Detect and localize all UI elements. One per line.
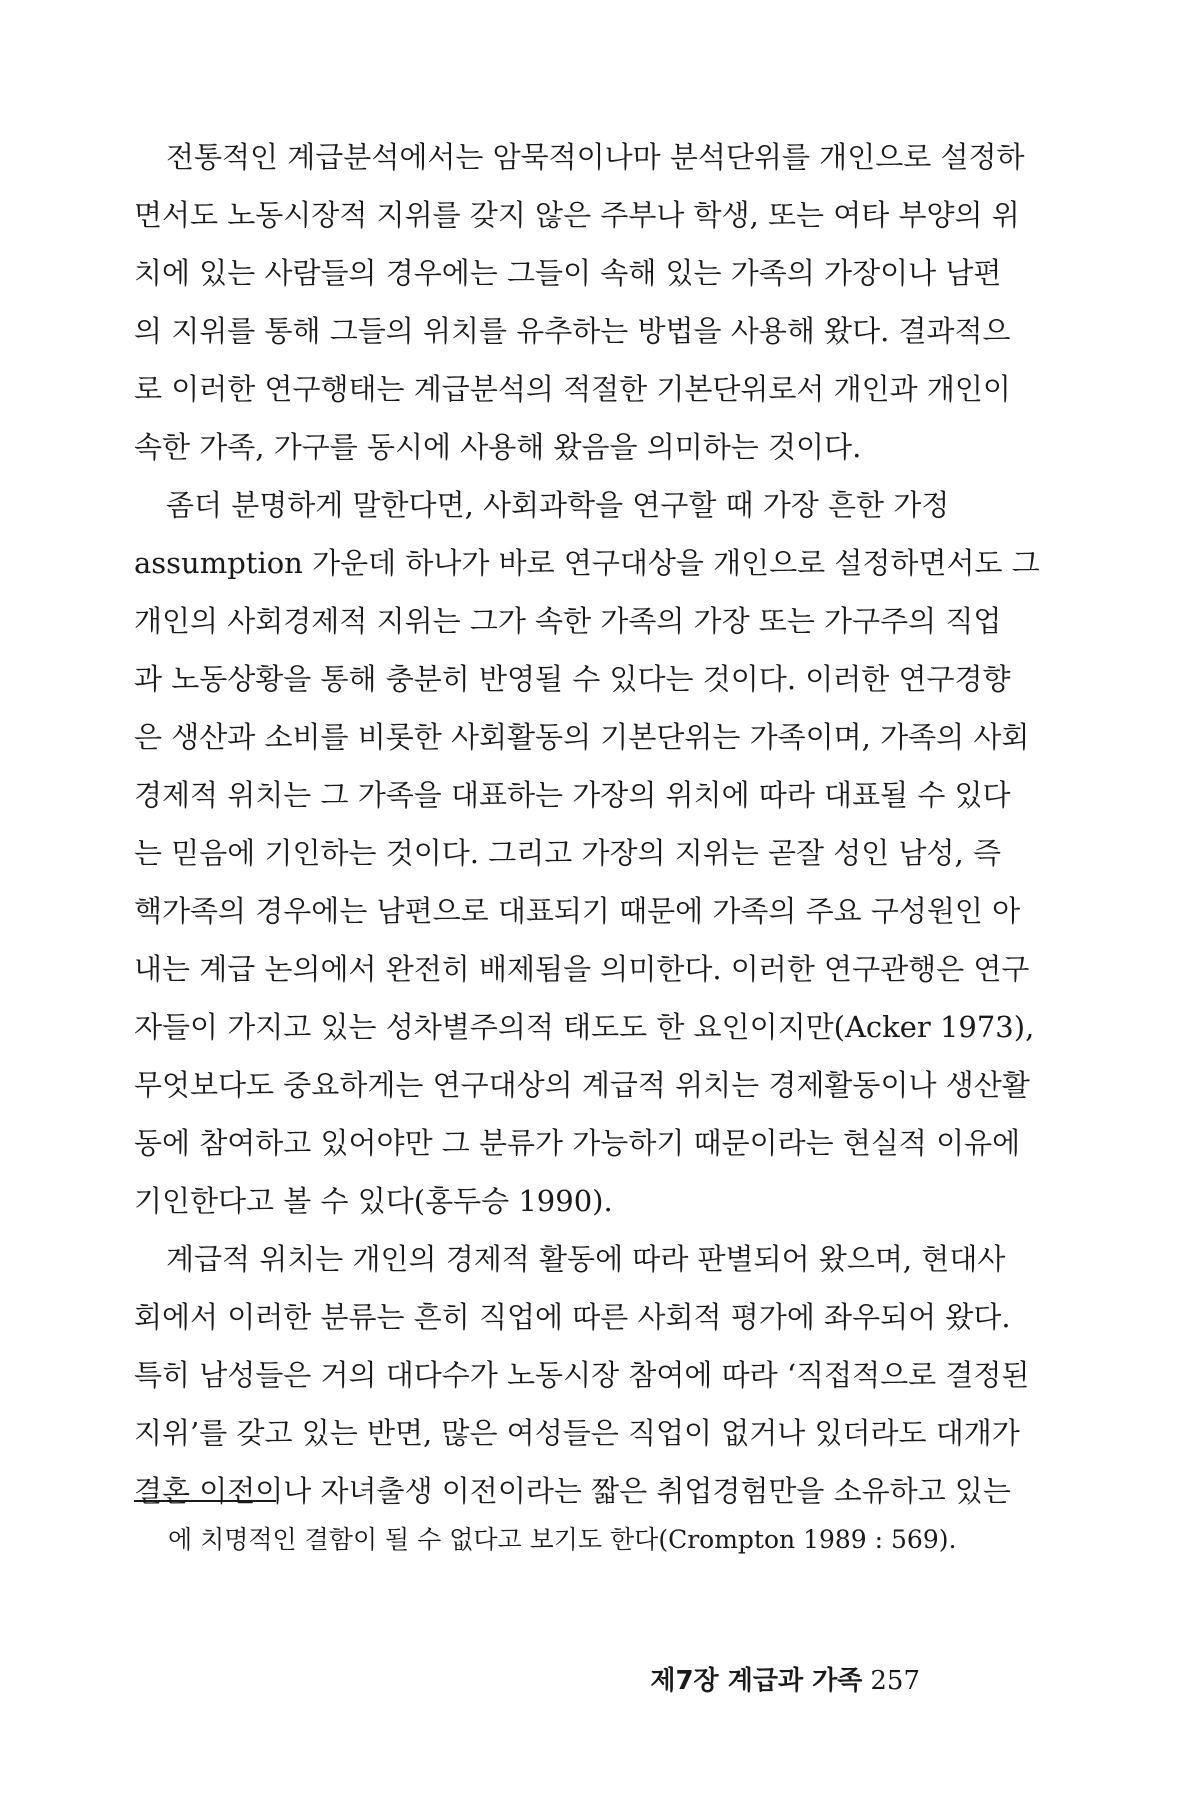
text-line: 기인한다고 볼 수 있다(홍두승 1990). <box>134 1184 613 1218</box>
text-line: 전통적인 계급분석에서는 암묵적이나마 분석단위를 개인으로 설정하 <box>166 140 1025 174</box>
text-line: 개인의 사회경제적 지위는 그가 속한 가족의 가장 또는 가구주의 직업 <box>134 604 1002 638</box>
text-line: 핵가족의 경우에는 남편으로 대표되기 때문에 가족의 주요 구성원인 아 <box>134 894 1021 928</box>
text-line: 자들이 가지고 있는 성차별주의적 태도도 한 요인이지만(Acker 1973), <box>134 1010 1035 1044</box>
text-line: 속한 가족, 가구를 동시에 사용해 왔음을 의미하는 것이다. <box>134 430 862 464</box>
text-line: 무엇보다도 중요하게는 연구대상의 계급적 위치는 경제활동이나 생산활 <box>134 1068 1030 1102</box>
text-line: 로 이러한 연구행태는 계급분석의 적절한 기본단위로서 개인과 개인이 <box>134 372 1011 406</box>
text-line: 내는 계급 논의에서 완전히 배제됨을 의미한다. 이러한 연구관행은 연구 <box>134 952 1030 986</box>
text-line: 경제적 위치는 그 가족을 대표하는 가장의 위치에 따라 대표될 수 있다 <box>134 778 1011 812</box>
text-line: 는 믿음에 기인하는 것이다. 그리고 가장의 지위는 곧잘 성인 남성, 즉 <box>134 836 1001 870</box>
text-line: 동에 참여하고 있어야만 그 분류가 가능하기 때문이라는 현실적 이유에 <box>134 1126 1021 1160</box>
text-line: 좀더 분명하게 말한다면, 사회과학을 연구할 때 가장 흔한 가정 <box>166 488 950 522</box>
footnote: 에 치명적인 결함이 될 수 없다고 보기도 한다(Crompton 1989 : 569). <box>168 1525 957 1554</box>
body-text <box>134 128 1040 1520</box>
text-line: 면서도 노동시장적 지위를 갖지 않은 주부나 학생, 또는 여타 부양의 위 <box>134 198 1020 232</box>
page-number: 257 <box>870 1666 920 1696</box>
text-line: 결혼 이전이나 자녀출생 이전이라는 짧은 취업경험만을 소유하고 있는 <box>134 1474 1011 1508</box>
text-line: 지위’를 갖고 있는 반면, 많은 여성들은 직업이 없거나 있더라도 대개가 <box>134 1416 1020 1450</box>
text-line: 계급적 위치는 개인의 경제적 활동에 따라 판별되어 왔으며, 현대사 <box>166 1242 1006 1276</box>
text-line: 특히 남성들은 거의 대다수가 노동시장 참여에 따라 ‘직접적으로 결정된 <box>134 1358 1030 1392</box>
text-line: 과 노동상황을 통해 충분히 반영될 수 있다는 것이다. 이러한 연구경향 <box>134 662 1011 696</box>
footnote-divider <box>134 1500 276 1502</box>
text-line: 의 지위를 통해 그들의 위치를 유추하는 방법을 사용해 왔다. 결과적으 <box>134 314 1011 348</box>
text-line: assumption 가운데 하나가 바로 연구대상을 개인으로 설정하면서도 그 <box>134 546 1040 580</box>
text-line: 은 생산과 소비를 비롯한 사회활동의 기본단위는 가족이며, 가족의 사회 <box>134 720 1030 754</box>
text-line: 회에서 이러한 분류는 흔히 직업에 따른 사회적 평가에 좌우되어 왔다. <box>134 1300 1011 1334</box>
running-footer <box>620 1660 920 1697</box>
text-line: 치에 있는 사람들의 경우에는 그들이 속해 있는 가족의 가장이나 남편 <box>134 256 1002 290</box>
chapter-title: 제7장 계급과 가족 <box>650 1666 863 1696</box>
